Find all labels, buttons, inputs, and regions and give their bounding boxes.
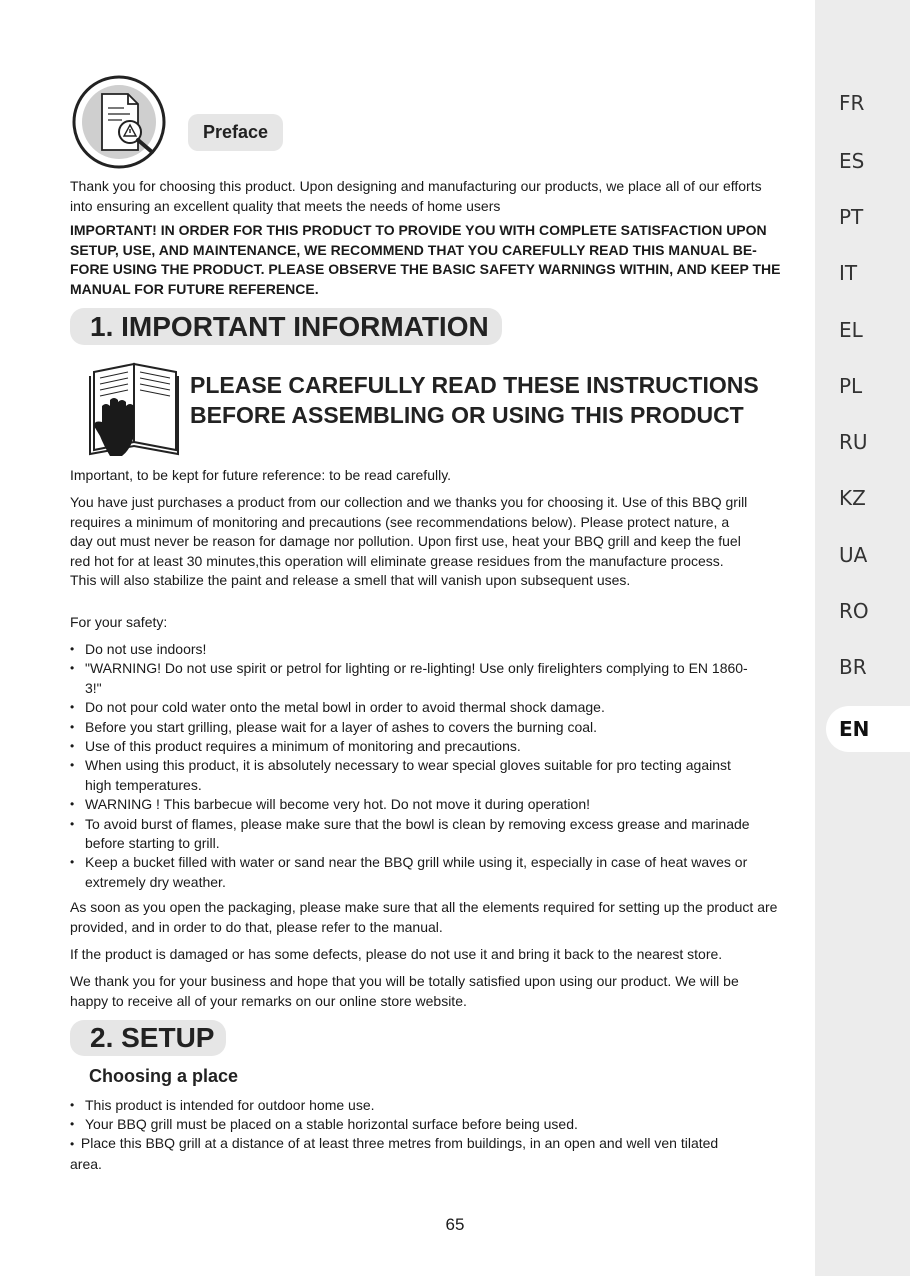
setup-bullet-list bbox=[70, 1096, 770, 1135]
list-item: • Use of this product requires a minimum of monitoring and precautions. bbox=[70, 737, 750, 756]
section-1-title: 1. IMPORTANT INFORMATION bbox=[70, 308, 502, 345]
list-item: • "WARNING! Do not use spirit or petrol for lighting or re-lighting! Use only firelighters complying to EN 1860-3!" bbox=[70, 659, 750, 698]
setup-last-bullet bbox=[70, 1134, 730, 1174]
safety-bullet-list bbox=[70, 640, 750, 892]
safety-label: For your safety: bbox=[70, 614, 168, 630]
list-item: • Do not use indoors! bbox=[70, 640, 750, 659]
packaging-paragraph: As soon as you open the packaging, please make sure that all the elements required for setting up the product are provided, and in order to do that, please refer to the manual. bbox=[70, 899, 778, 935]
lang-tab-br[interactable]: BR bbox=[839, 655, 867, 679]
list-item: • Your BBQ grill must be placed on a stable horizontal surface before being used. bbox=[70, 1115, 770, 1134]
section-2-title: 2. SETUP bbox=[70, 1020, 226, 1056]
lang-tab-pl[interactable]: PL bbox=[839, 374, 863, 398]
lang-tab-ru[interactable]: RU bbox=[839, 430, 868, 454]
keep-note: Important, to be kept for future reference: to be read carefully. bbox=[70, 467, 452, 483]
list-item: • This product is intended for outdoor home use. bbox=[70, 1096, 770, 1115]
read-manual-icon bbox=[86, 356, 186, 460]
list-item: • To avoid burst of flames, please make sure that the bowl is clean by removing excess grease and marinade before starting to grill. bbox=[70, 815, 750, 854]
preface-intro: Thank you for choosing this product. Upon designing and manufacturing our products, we place all of our efforts into ensuring an excellent quality that meets the needs of home users bbox=[70, 178, 762, 214]
bullet-dot: • bbox=[70, 1137, 81, 1151]
list-item: • Keep a bucket filled with water or sand near the BBQ grill while using it, especially in case of heat waves or extremely dry weather. bbox=[70, 853, 750, 892]
instructions-heading-line-2: BEFORE ASSEMBLING OR USING THIS PRODUCT bbox=[190, 402, 744, 428]
lang-tab-ro[interactable]: RO bbox=[839, 599, 869, 623]
lang-tab-es[interactable]: ES bbox=[839, 149, 865, 173]
list-item: • WARNING ! This barbecue will become very hot. Do not move it during operation! bbox=[70, 795, 750, 814]
setup-last-bullet-text: Place this BBQ grill at a distance of at least three metres from buildings, in an open and well ven tilated area. bbox=[70, 1135, 719, 1172]
language-sidebar bbox=[815, 0, 910, 1276]
instructions-heading-line-1: PLEASE CAREFULLY READ THESE INSTRUCTIONS bbox=[190, 372, 759, 398]
instructions-heading bbox=[190, 370, 759, 430]
list-item: • When using this product, it is absolutely necessary to wear special gloves suitable for pro tecting against high temperatures. bbox=[70, 756, 750, 795]
lang-tab-fr[interactable]: FR bbox=[839, 91, 865, 115]
preface-warning: IMPORTANT! IN ORDER FOR THIS PRODUCT TO PROVIDE YOU WITH COMPLETE SATISFACTION UPON SETUP, USE, AND MAINTENANCE, WE RECOMMEND THAT YOU CAREFULLY READ THIS MANUAL BE-FORE USING THE PRODUCT. PLEASE OBSERVE THE BASIC SAFETY WARNINGS WITHIN, AND KEEP THE MANUAL FOR FUTURE REFERENCE. bbox=[70, 222, 781, 297]
lang-tab-it[interactable]: IT bbox=[839, 261, 858, 285]
lang-tab-en-active[interactable]: EN bbox=[826, 706, 910, 752]
thank-you-paragraph: We thank you for your business and hope that you will be totally satisfied upon using our product. We will be happy to receive all of your remarks on our online store website. bbox=[70, 973, 739, 1009]
list-item: • Before you start grilling, please wait for a layer of ashes to covers the burning coal. bbox=[70, 718, 750, 737]
lang-tab-kz[interactable]: KZ bbox=[839, 486, 866, 510]
choosing-place-subheading: Choosing a place bbox=[89, 1066, 239, 1086]
intro-paragraph: You have just purchases a product from our collection and we thanks you for choosing it. Use of this BBQ grill requires a minimum of monitoring and precautions (see recommendations below). Please protect nature, a day out must never be reason for damage nor pollution. Upon first use, heat your BBQ grill and keep the fuel red hot for at least 30 minutes,this operation will eliminate grease residues from the manufacture process. This will also stabilize the paint and release a smell that will vanish upon subsequent uses. bbox=[70, 494, 748, 588]
damage-paragraph: If the product is damaged or has some defects, please do not use it and bring it back to the nearest store. bbox=[70, 946, 723, 962]
page-number: 65 bbox=[445, 1215, 465, 1234]
lang-tab-ua[interactable]: UA bbox=[839, 543, 868, 567]
preface-label: Preface bbox=[188, 114, 283, 151]
lang-tab-pt[interactable]: PT bbox=[839, 205, 864, 229]
lang-tab-el[interactable]: EL bbox=[839, 318, 863, 342]
document-warning-icon bbox=[72, 74, 168, 170]
list-item: • Do not pour cold water onto the metal bowl in order to avoid thermal shock damage. bbox=[70, 698, 750, 717]
